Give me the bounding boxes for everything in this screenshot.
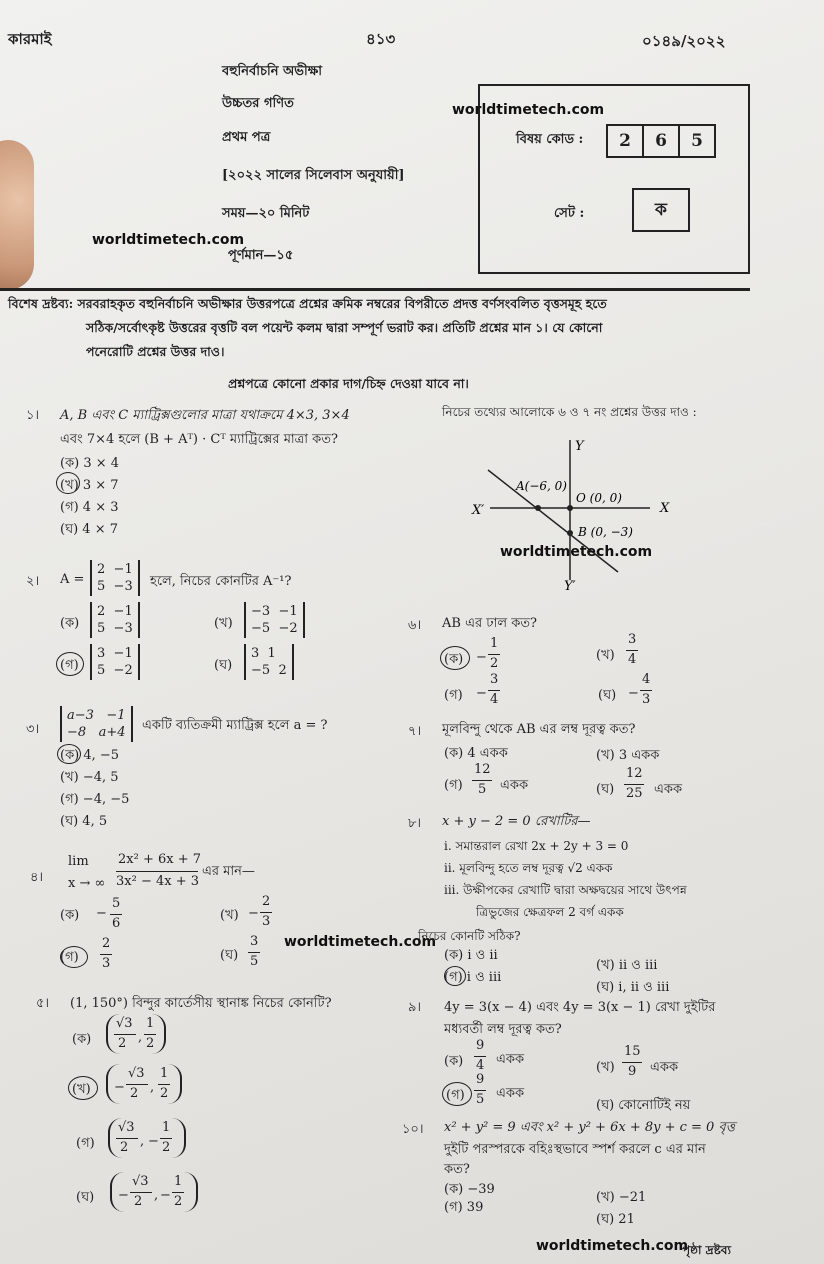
option-unit: একক	[654, 782, 683, 797]
option-a-den: 2	[134, 1194, 143, 1209]
fraction-bar	[116, 1138, 138, 1139]
option-denominator: 6	[112, 916, 121, 931]
instruction-line: সঠিক/সর্বোৎকৃষ্ট উত্তরের বৃত্তটি বল পয়েন্ট কলম দ্বারা সম্পূর্ণ ভরাট কর। প্রতিটি প্রশ্নের মান ১। যে কোনো	[86, 320, 603, 335]
statement-i: i. সমান্তরাল রেখা 2x + 2y + 3 = 0	[444, 839, 629, 853]
instruction-line: পনেরোটি প্রশ্নের উত্তর দাও।	[86, 344, 225, 359]
option-b-den: 2	[162, 1140, 171, 1155]
matrix-A: 2 −1 5 −3	[90, 560, 140, 596]
question-lead: A =	[60, 572, 85, 587]
question-number: ৭।	[408, 724, 422, 739]
label-A: A(−6, 0)	[516, 479, 567, 493]
pen-circle	[57, 744, 81, 764]
question-text: দুইটি পরস্পরকে বহিঃস্থভাবে স্পর্শ করলে c এর মান	[444, 1142, 706, 1157]
exam-type: বহুনির্বাচনি অভীক্ষা	[222, 64, 323, 79]
fraction-bar	[474, 1056, 486, 1057]
header-rule	[0, 288, 750, 291]
limit-subscript: x → ∞	[68, 876, 106, 891]
option-label[interactable]: (ক)	[72, 1032, 92, 1047]
option[interactable]: (ঘ) 4, 5	[60, 814, 108, 829]
option[interactable]: (ক) −39	[444, 1182, 495, 1197]
syllabus-note: [২০২২ সালের সিলেবাস অনুযায়ী]	[222, 168, 405, 183]
option-matrix[interactable]: 3 1 −5 2	[244, 644, 294, 680]
option[interactable]: (ক) i ও ii	[444, 948, 498, 963]
fraction-bar	[472, 780, 492, 781]
option-numerator: 4	[642, 672, 651, 687]
option-unit: একক	[496, 1086, 525, 1101]
set-label: সেট :	[554, 206, 585, 221]
fraction-bar	[622, 1062, 642, 1063]
fraction-bar	[160, 1138, 172, 1139]
option-label[interactable]: (ক)	[444, 1054, 464, 1069]
set-value: ক	[632, 188, 690, 232]
question-number: ৬।	[408, 618, 422, 633]
comma: ,	[140, 1134, 145, 1149]
stem-text: নিচের তথ্যের আলোকে ৬ ও ৭ নং প্রশ্নের উত্তর দাও :	[442, 405, 697, 419]
pen-circle	[442, 1082, 472, 1106]
option-a-num: √3	[128, 1066, 145, 1081]
option-label[interactable]: (খ)	[596, 1060, 615, 1075]
label-x: X	[660, 501, 670, 516]
question-text: কত?	[444, 1162, 470, 1177]
page-turn-note: পৃষ্ঠা দ্রষ্টব্য	[682, 1243, 731, 1257]
option[interactable]: (ঘ) 21	[596, 1212, 635, 1227]
statement-iii: iii. উক্ষীপকের রেখাটি দ্বারা অক্ষদ্বয়ের সাথে উৎপন্ন	[444, 883, 687, 897]
question-text: মধ্যবর্তী লম্ব দূরত্ব কত?	[444, 1022, 562, 1037]
pen-circle	[60, 946, 88, 968]
option-denominator: 4	[476, 1058, 485, 1073]
question-text: A, B এবং C ম্যাট্রিক্সগুলোর মাত্রা যথাক্রমে 4×3, 3×4	[60, 408, 350, 423]
question-text: একটি ব্যতিক্রমী ম্যাট্রিক্স হলে a = ?	[142, 718, 328, 733]
option-b-num: 1	[146, 1016, 155, 1031]
option-sign: −	[148, 1134, 159, 1149]
option-label[interactable]: (খ)	[214, 616, 233, 631]
fraction-bar	[126, 1084, 148, 1085]
fraction-bar	[488, 690, 500, 691]
question-text: AB এর ঢাল কত?	[442, 616, 538, 631]
option-numerator: 3	[490, 672, 499, 687]
option-a-den: 2	[120, 1140, 129, 1155]
option-numerator: 2	[102, 936, 111, 951]
question-text: 4y = 3(x − 4) এবং 4y = 3(x − 1) রেখা দুইটির	[444, 1000, 716, 1015]
option-marked[interactable]: (খ) 3 × 7	[60, 478, 119, 493]
label-y: Y	[575, 439, 584, 454]
code-digit: 2	[606, 124, 644, 158]
question-number: ৩।	[26, 722, 40, 737]
option-numerator: 1	[490, 636, 499, 651]
fraction-bar	[100, 954, 112, 955]
pen-circle	[56, 472, 80, 494]
point-B	[567, 530, 573, 536]
full-marks: পূর্ণমান—১৫	[228, 248, 294, 263]
coordinate-graph	[460, 430, 690, 600]
label-y-prime: Y′	[564, 579, 576, 594]
option-label[interactable]: (গ)	[76, 1136, 95, 1151]
option-numerator: 2	[262, 894, 271, 909]
option-denominator: 2	[490, 656, 499, 671]
fraction-bar	[488, 654, 500, 655]
comma: ,	[150, 1080, 155, 1095]
ask-text: নিচের কোনটি সঠিক?	[418, 929, 521, 943]
option[interactable]: (ক) 3 × 4	[60, 456, 120, 471]
option-denominator: 3	[262, 914, 271, 929]
option-denominator: 3	[102, 956, 111, 971]
option-label[interactable]: (গ)	[444, 688, 463, 703]
code-digit: 6	[642, 124, 680, 158]
question-number: ১।	[26, 408, 40, 423]
fraction-bar	[158, 1084, 170, 1085]
option-marked[interactable]: (ক) 4, −5	[60, 748, 120, 763]
option[interactable]: (ঘ) কোনোটিই নয়	[596, 1098, 691, 1113]
denominator: 3x² − 4x + 3	[116, 874, 200, 889]
option-label[interactable]: (ক)	[60, 616, 80, 631]
page-code: ৪১৩	[366, 30, 396, 48]
question-number: ৪।	[30, 870, 44, 885]
comma: ,	[154, 1188, 159, 1203]
option-label-marked[interactable]: (ক)	[444, 652, 464, 667]
option-denominator: 4	[490, 692, 499, 707]
option-label[interactable]: (ঘ)	[220, 948, 239, 963]
option-label[interactable]: (ঘ)	[214, 658, 233, 673]
option-label[interactable]: (গ)	[444, 778, 463, 793]
option[interactable]: (ঘ) i, ii ও iii	[596, 980, 670, 995]
exam-time: সময়—২০ মিনিট	[222, 206, 310, 221]
option-b-den: 2	[160, 1086, 169, 1101]
option-label[interactable]: (ঘ)	[598, 688, 617, 703]
question-text: x² + y² = 9 এবং x² + y² + 6x + 8y + c = 0 বৃত্ত	[444, 1120, 735, 1135]
option-numerator: 12	[626, 766, 643, 781]
fraction-bar	[144, 1034, 156, 1035]
option-marked[interactable]: (গ) i ও iii	[444, 970, 502, 985]
label-x-prime: X′	[472, 503, 485, 518]
fraction-bar	[130, 1192, 152, 1193]
option-sign: −	[96, 906, 107, 921]
point-O	[567, 505, 573, 511]
option-matrix[interactable]: 2 −1 5 −3	[90, 602, 140, 638]
instruction-line: বিশেষ দ্রষ্টব্য: সরবরাহকৃত বহুনির্বাচনি অভীক্ষার উত্তরপত্রে প্রশ্নের ক্রমিক নম্বরের বিপরীতে প্রদত্ত বর্ণসংবলিত বৃত্তসমূহ হতে	[8, 296, 607, 311]
option-label-marked[interactable]: (গ)	[446, 1088, 465, 1103]
question-text: মূলবিন্দু থেকে AB এর লম্ব দূরত্ব কত?	[442, 722, 636, 737]
option-label[interactable]: (খ)	[596, 648, 615, 663]
option-numerator: 5	[112, 896, 121, 911]
option-a-num: √3	[118, 1120, 135, 1135]
option-label-marked[interactable]: (গ)	[60, 658, 79, 673]
fraction-bar	[260, 912, 272, 913]
option-b-den: 2	[174, 1194, 183, 1209]
label-B: B (0, −3)	[578, 525, 633, 539]
label-O: O (0, 0)	[576, 491, 622, 505]
option-sign: −	[476, 686, 487, 701]
watermark: worldtimetech.com	[452, 102, 605, 118]
board-name: কারমাই	[8, 30, 52, 48]
notice: প্রশ্নপত্রে কোনো প্রকার দাগ/চিহ্ন দেওয়া যাবে না।	[228, 376, 469, 391]
pen-circle	[444, 966, 466, 986]
fraction-bar	[474, 1090, 486, 1091]
pen-circle	[56, 652, 84, 676]
fraction-bar	[626, 650, 638, 651]
fraction-bar	[114, 1034, 136, 1035]
option-a-num: √3	[132, 1174, 149, 1189]
option-b-num: 1	[162, 1120, 171, 1135]
subject-code-label: বিষয় কোড :	[516, 132, 584, 147]
option-b-num: 1	[160, 1066, 169, 1081]
option[interactable]: (গ) 4 × 3	[60, 500, 119, 515]
option-label-marked[interactable]: (গ)	[60, 950, 79, 965]
option-sign: −	[118, 1188, 129, 1203]
option-matrix[interactable]: 3 −1 5 −2	[90, 644, 140, 680]
option-b-num: 1	[174, 1174, 183, 1189]
option-denominator: 5	[476, 1092, 485, 1107]
option-denominator: 25	[626, 786, 643, 801]
option-denominator: 5	[478, 782, 487, 797]
watermark: worldtimetech.com	[92, 232, 245, 248]
comma: ,	[138, 1030, 143, 1045]
subject-name: উচ্চতর গণিত	[222, 96, 294, 111]
pen-circle	[68, 1076, 98, 1100]
question-text: এর মান—	[202, 864, 255, 879]
option-sign: −	[476, 650, 487, 665]
statement-ii: ii. মূলবিন্দু হতে লম্ব দূরত্ব √2 একক	[444, 861, 613, 875]
option-numerator: 9	[476, 1072, 485, 1087]
option-numerator: 3	[250, 934, 259, 949]
option-numerator: 9	[476, 1038, 485, 1053]
option[interactable]: (খ) −21	[596, 1190, 647, 1205]
question-number: ৫।	[36, 996, 50, 1011]
fraction-bar	[640, 690, 652, 691]
fraction-bar	[110, 914, 122, 915]
option-denominator: 3	[642, 692, 651, 707]
question-number: ২।	[26, 574, 40, 589]
option[interactable]: (খ) 3 একক	[596, 748, 660, 763]
question-number: ৮।	[408, 816, 422, 831]
paper-id: ০১৪৯/২০২২	[642, 32, 726, 50]
option-a-den: 2	[130, 1086, 139, 1101]
question-text: হলে, নিচের কোনটির A⁻¹?	[150, 574, 292, 589]
option-denominator: 4	[628, 652, 637, 667]
option-numerator: 3	[628, 632, 637, 647]
question-text: এবং 7×4 হলে (B + Aᵀ) · Cᵀ ম্যাট্রিক্সের মাত্রা কত?	[60, 432, 338, 447]
option[interactable]: (খ) −4, 5	[60, 770, 119, 785]
option-sign: −	[160, 1188, 171, 1203]
fraction-bar	[116, 871, 198, 872]
option[interactable]: (ঘ) 4 × 7	[60, 522, 119, 537]
option-label-marked[interactable]: (খ)	[72, 1082, 91, 1097]
watermark: worldtimetech.com	[536, 1238, 689, 1254]
option-matrix[interactable]: −3 −1 −5 −2	[244, 602, 305, 638]
option-label[interactable]: (ক)	[60, 908, 80, 923]
option-sign: −	[114, 1080, 125, 1095]
watermark: worldtimetech.com	[284, 934, 437, 950]
question-text: x + y − 2 = 0 রেখাটির—	[442, 814, 591, 829]
option[interactable]: (ক) 4 একক	[444, 746, 508, 761]
limit-symbol: lim	[68, 854, 89, 869]
matrix-M: a−3 −1 −8 a+4	[60, 706, 133, 742]
option-numerator: 15	[624, 1044, 641, 1059]
question-number: ৯।	[408, 1000, 422, 1015]
option-unit: একক	[496, 1052, 525, 1067]
option-b-den: 2	[146, 1036, 155, 1051]
finger-shadow	[0, 140, 34, 290]
question-text: (1, 150°) বিন্দুর কার্তেসীয় স্থানাঙ্ক নিচের কোনটি?	[70, 996, 332, 1011]
fraction-bar	[624, 784, 644, 785]
point-A	[535, 505, 541, 511]
option-a-num: √3	[116, 1016, 133, 1031]
option-denominator: 5	[250, 954, 259, 969]
option-numerator: 12	[474, 762, 491, 777]
option[interactable]: (গ) −4, −5	[60, 792, 130, 807]
code-digit: 5	[678, 124, 716, 158]
watermark: worldtimetech.com	[500, 544, 653, 560]
numerator: 2x² + 6x + 7	[118, 852, 202, 867]
option-sign: −	[248, 906, 259, 921]
paper-name: প্রথম পত্র	[222, 130, 271, 145]
statement-iii-cont: ত্রিভুজের ক্ষেত্রফল 2 বর্গ একক	[476, 905, 624, 919]
option-denominator: 9	[628, 1064, 637, 1079]
option[interactable]: (গ) 39	[444, 1200, 484, 1215]
fraction-bar	[172, 1192, 184, 1193]
option-label[interactable]: (খ)	[220, 908, 239, 923]
question-number: ১০।	[402, 1122, 424, 1137]
option-unit: একক	[650, 1060, 679, 1075]
option[interactable]: (খ) ii ও iii	[596, 958, 658, 973]
option-sign: −	[628, 686, 639, 701]
option-label[interactable]: (ঘ)	[596, 782, 615, 797]
option-a-den: 2	[118, 1036, 127, 1051]
option-label[interactable]: (ঘ)	[76, 1190, 95, 1205]
option-unit: একক	[500, 778, 529, 793]
pen-circle	[440, 646, 470, 670]
fraction-bar	[248, 952, 260, 953]
